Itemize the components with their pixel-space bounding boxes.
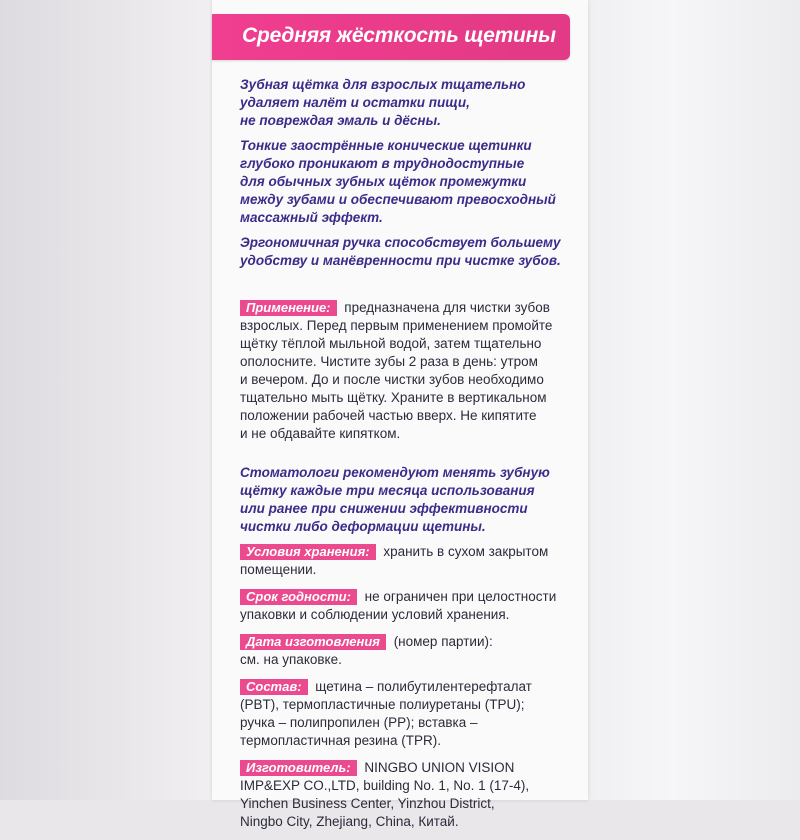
usage-line: взрослых. Перед первым применением промойте [240,318,553,333]
shelf-life-line: упаковки и соблюдении условий хранения. [240,607,510,622]
intro-line: удаляет налёт и остатки пищи, [240,95,470,110]
bristles-line: массажный эффект. [240,210,383,225]
composition-line: щетина – полибутилентерефталат [311,679,532,694]
usage-line: предназначена для чистки зубов [340,300,550,315]
manufacture-date-section [240,633,580,669]
manufacturer-line: Ningbo City, Zhejiang, China, Китай. [240,814,459,829]
usage-line: и вечером. До и после чистки зубов необходимо [240,372,544,387]
bristles-line: для обычных зубных щёток промежутки [240,174,527,189]
usage-line: тщательно мыть щётку. Храните в вертикальном [240,390,547,405]
package-panel [212,0,588,829]
usage-line: щётку тёплой мыльной водой, затем тщательно [240,336,542,351]
usage-section [240,299,580,443]
handle-line: Эргономичная ручка способствует большему [240,235,561,250]
background-left [0,0,212,800]
manufacturer-label: Изготовитель: [240,760,357,776]
background-right [588,0,800,800]
composition-section [240,678,580,750]
usage-line: ополосните. Чистите зубы 2 раза в день: утром [240,354,538,369]
recommendation-line: щётку каждые три месяца использования [240,483,535,498]
description-content [240,76,580,840]
manufacture-date-label: Дата изготовления [240,634,386,650]
recommendation-line: чистки либо деформации щетины. [240,519,486,534]
bristles-line: между зубами и обеспечивают превосходный [240,192,556,207]
handle-line: удобству и манёвренности при чистке зубов. [240,253,561,268]
composition-label: Состав: [240,679,308,695]
composition-line: ручка – полипропилен (PP); вставка – [240,715,478,730]
storage-line: помещении. [240,562,317,577]
shelf-life-line: не ограничен при целостности [360,589,557,604]
intro-line: Зубная щётка для взрослых тщательно [240,77,526,92]
storage-section [240,543,580,579]
manufacturer-line: NINGBO UNION VISION [360,760,515,775]
shelf-life-section [240,588,580,624]
title-banner [212,14,570,60]
shelf-life-label: Срок годности: [240,589,357,605]
intro-paragraph [240,76,580,130]
usage-line: и не обдавайте кипятком. [240,426,401,441]
usage-label: Применение: [240,300,337,316]
banner-title: Средняя жёсткость щетины [242,24,556,47]
bristles-paragraph [240,137,580,227]
manufacture-date-line: (номер партии): [389,634,493,649]
manufacturer-line: IMP&EXP CO.,LTD, building No. 1, No. 1 (17-4), [240,778,530,793]
manufacturer-section [240,759,580,831]
usage-line: положении рабочей частью вверх. Не кипятите [240,408,537,423]
handle-paragraph [240,234,580,270]
recommendation-paragraph [240,464,580,536]
intro-line: не повреждая эмаль и дёсны. [240,113,441,128]
bristles-line: Тонкие заострённые конические щетинки [240,138,532,153]
bristles-line: глубоко проникают в труднодоступные [240,156,525,171]
storage-line: хранить в сухом закрытом [379,544,549,559]
composition-line: (PBT), термопластичные полиуретаны (TPU); [240,697,525,712]
manufacture-date-line: см. на упаковке. [240,652,342,667]
recommendation-line: Стоматологи рекомендуют менять зубную [240,465,550,480]
storage-label: Условия хранения: [240,544,376,560]
composition-line: термопластичная резина (TPR). [240,733,441,748]
recommendation-line: или ранее при снижении эффективности [240,501,528,516]
manufacturer-line: Yinchen Business Center, Yinzhou District, [240,796,495,811]
